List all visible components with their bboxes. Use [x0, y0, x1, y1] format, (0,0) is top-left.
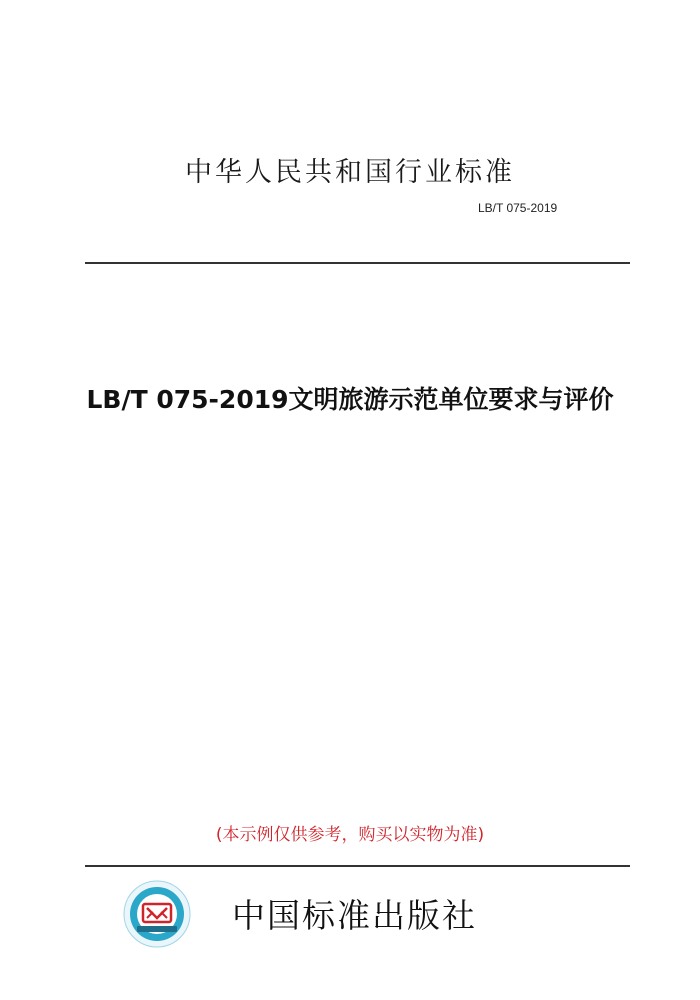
standard-code: LB/T 075-2019: [478, 201, 558, 215]
top-divider: [85, 262, 630, 264]
bottom-divider: [85, 865, 630, 867]
publisher-name: 中国标准出版社: [232, 896, 477, 935]
anti-counterfeit-seal-icon: [123, 880, 191, 948]
disclaimer-text: (本示例仅供参考，购买以实物为准): [215, 825, 485, 845]
standard-category-title: 中华人民共和国行业标准: [185, 157, 515, 188]
document-title: LB/T 075-2019文明旅游示范单位要求与评价: [86, 385, 614, 414]
